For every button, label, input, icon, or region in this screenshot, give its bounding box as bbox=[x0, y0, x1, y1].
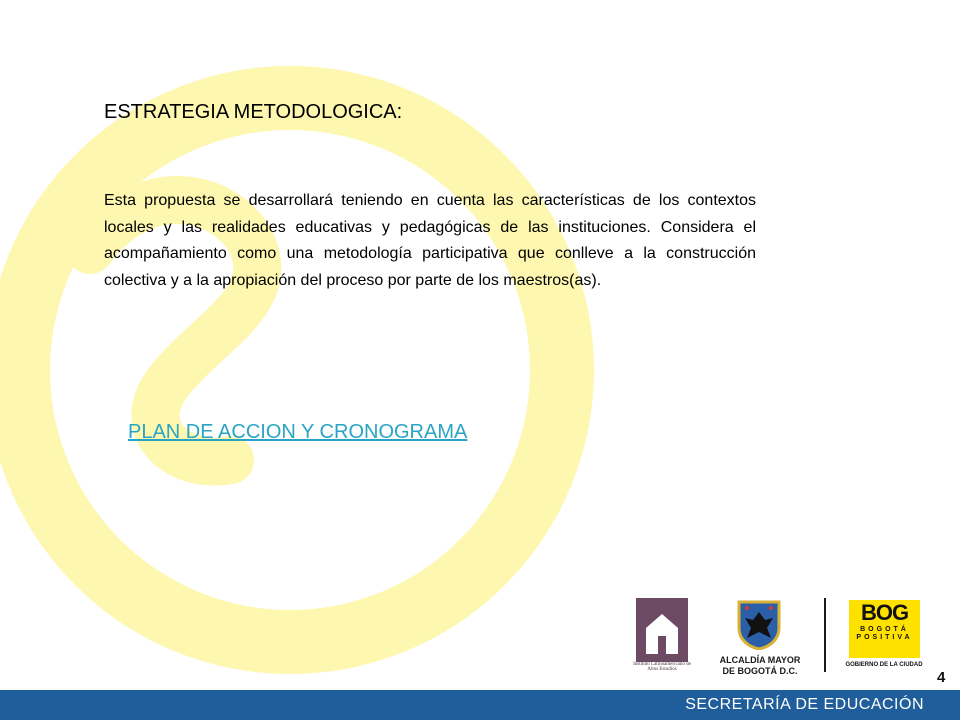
ilae-caption: Instituto Latinoamericano de Altos Estudios bbox=[633, 662, 691, 672]
slide-body-text: Esta propuesta se desarrollará teniendo en cuenta las características de los contextos locales y las realidades educativas y pedagógicas de las instituciones. Considera el acompañamiento como una metodología participativa que conlleve a la construcción colectiva y a la apropiación del proceso por parte de los maestros(as). bbox=[104, 192, 756, 289]
footer-band bbox=[0, 690, 960, 720]
logo-divider bbox=[824, 598, 826, 672]
bogota-coat-of-arms-icon bbox=[737, 600, 781, 650]
slide-title: ESTRATEGIA METODOLOGICA: bbox=[104, 101, 403, 123]
bog-sub-label-1: BOGOTÁ bbox=[860, 626, 909, 633]
gobierno-ciudad-label: GOBIERNO DE LA CIUDAD bbox=[845, 662, 923, 668]
page-number: 4 bbox=[937, 669, 946, 686]
plan-de-accion-link[interactable]: PLAN DE ACCION Y CRONOGRAMA bbox=[128, 421, 468, 443]
footer-label: SECRETARÍA DE EDUCACIÓN bbox=[685, 696, 924, 713]
bog-main-label: BOG bbox=[860, 600, 909, 625]
bog-logo bbox=[849, 600, 920, 658]
alcaldia-line-1: ALCALDÍA MAYOR bbox=[719, 655, 801, 665]
alcaldia-mayor-label bbox=[708, 655, 812, 677]
bog-sub-label-2: POSITIVA bbox=[856, 634, 913, 641]
alcaldia-line-2: DE BOGOTÁ D.C. bbox=[722, 666, 798, 676]
